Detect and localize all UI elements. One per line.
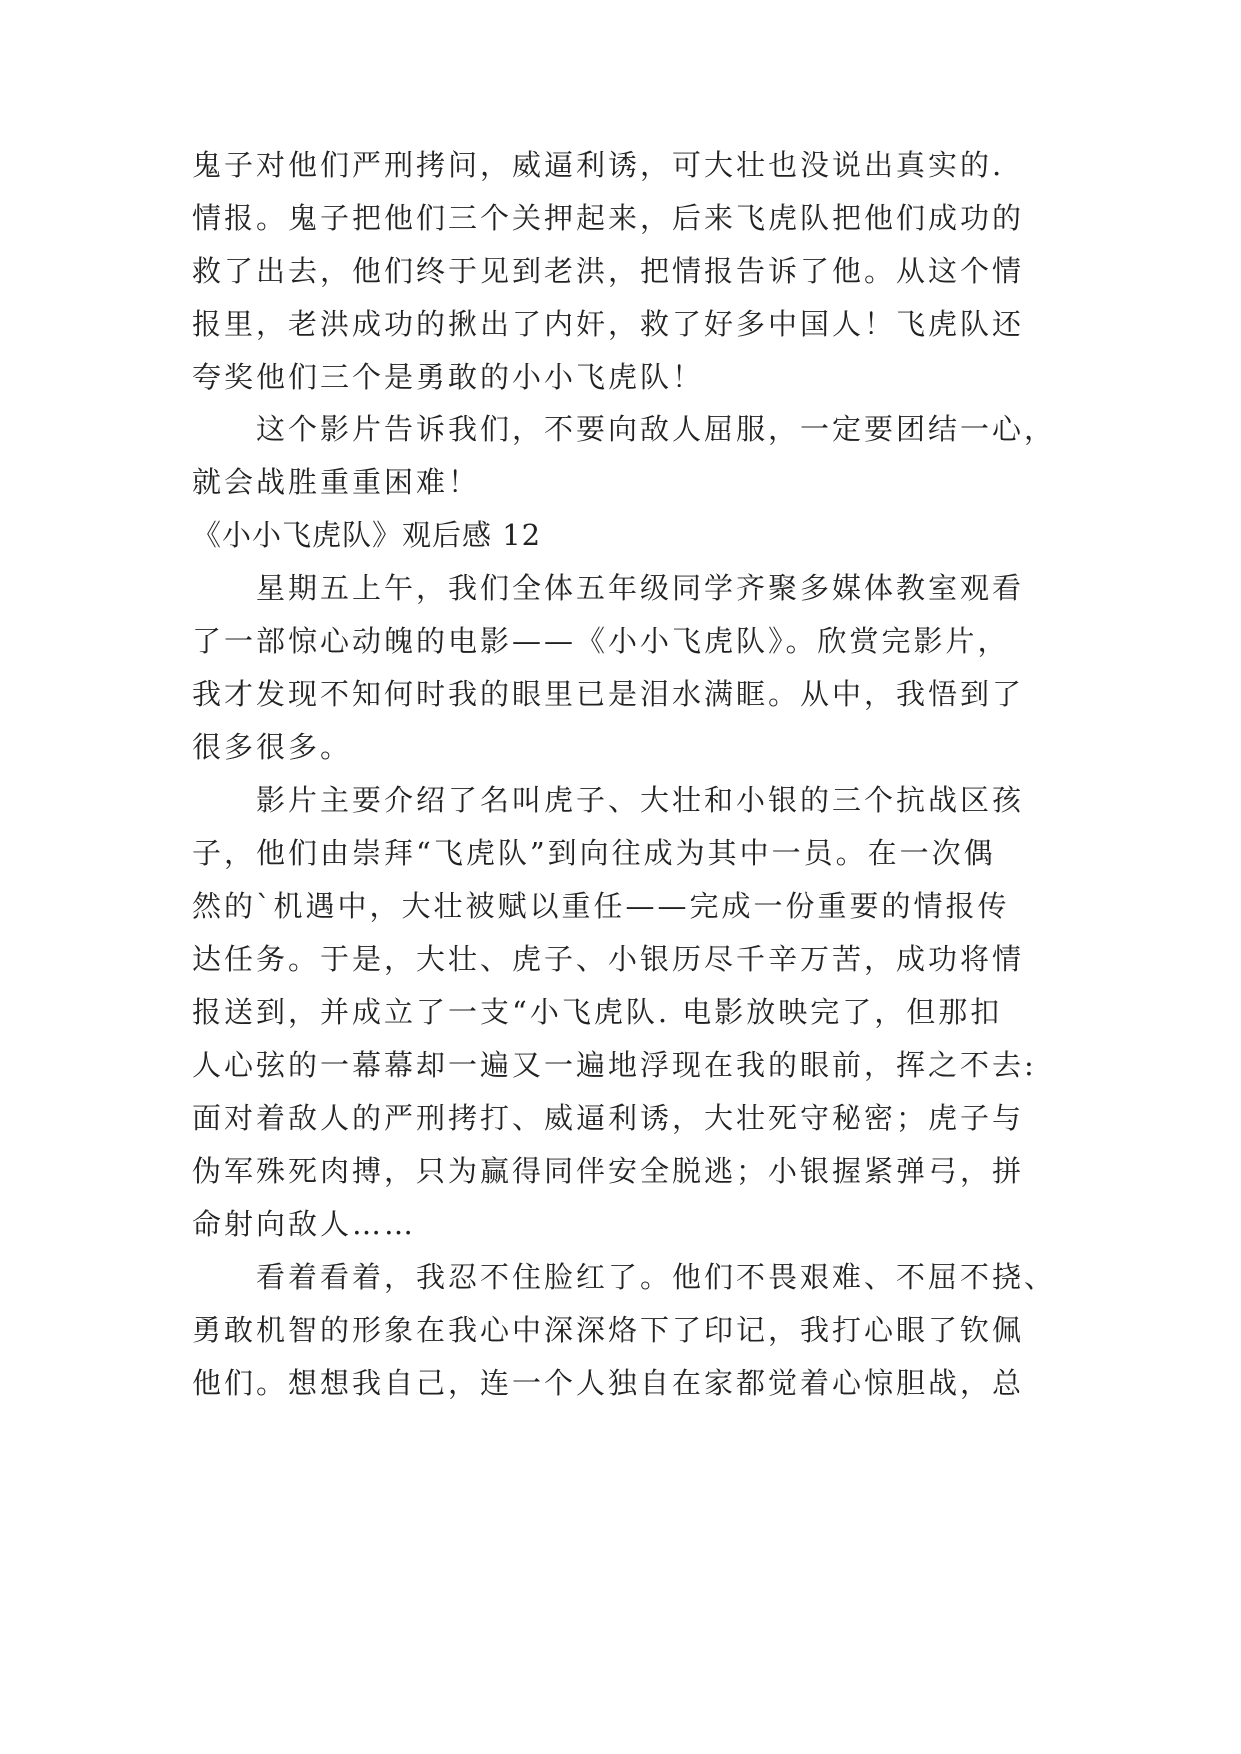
text-line: 勇敢机智的形象在我心中深深烙下了印记，我打心眼了钦佩 <box>192 1313 1025 1347</box>
text-line: 面对着敌人的严刑拷打、威逼利诱，大壮死守秘密；虎子与 <box>192 1101 1025 1135</box>
text-line: 夸奖他们三个是勇敢的小小飞虎队！ <box>192 360 705 394</box>
text-line: 报送到，并成立了一支“小飞虎队. 电影放映完了，但那扣 <box>192 995 1003 1029</box>
text-line: 然的`机遇中，大壮被赋以重任——完成一份重要的情报传 <box>192 889 1010 923</box>
text-line: 伪军殊死肉搏，只为赢得同伴安全脱逃；小银握紧弹弓，拼 <box>192 1154 1025 1188</box>
text-line: 救了出去，他们终于见到老洪，把情报告诉了他。从这个情 <box>192 254 1025 288</box>
text-line: 就会战胜重重困难！ <box>192 465 481 499</box>
text-line: 很多很多。 <box>192 730 353 764</box>
text-line: 我才发现不知何时我的眼里已是泪水满眶。从中，我悟到了 <box>192 677 1025 711</box>
section-heading: 《小小飞虎队》观后感 12 <box>192 518 542 552</box>
text-line: 鬼子对他们严刑拷问，威逼利诱，可大壮也没说出真实的. <box>192 148 1005 182</box>
text-line: 报里，老洪成功的揪出了内奸，救了好多中国人！飞虎队还 <box>192 307 1025 341</box>
paragraph-start-line: 这个影片告诉我们，不要向敌人屈服，一定要团结一心， <box>256 412 1057 446</box>
text-line: 情报。鬼子把他们三个关押起来，后来飞虎队把他们成功的 <box>192 201 1025 235</box>
text-line: 了一部惊心动魄的电影——《小小飞虎队》。欣赏完影片， <box>192 624 1010 658</box>
text-line: 他们。想想我自己，连一个人独自在家都觉着心惊胆战，总 <box>192 1366 1025 1400</box>
paragraph-start-line: 星期五上午，我们全体五年级同学齐聚多媒体教室观看 <box>256 571 1025 605</box>
paragraph-start-line: 影片主要介绍了名叫虎子、大壮和小银的三个抗战区孩 <box>256 783 1025 817</box>
text-line: 命射向敌人…… <box>192 1207 417 1241</box>
text-line: 人心弦的一幕幕却一遍又一遍地浮现在我的眼前，挥之不去: <box>192 1048 1037 1082</box>
text-line: 达任务。于是，大壮、虎子、小银历尽千辛万苦，成功将情 <box>192 942 1025 976</box>
paragraph-start-line: 看着看着，我忍不住脸红了。他们不畏艰难、不屈不挠、 <box>256 1260 1057 1294</box>
text-line: 子，他们由崇拜“飞虎队”到向往成为其中一员。在一次偶 <box>192 836 996 870</box>
